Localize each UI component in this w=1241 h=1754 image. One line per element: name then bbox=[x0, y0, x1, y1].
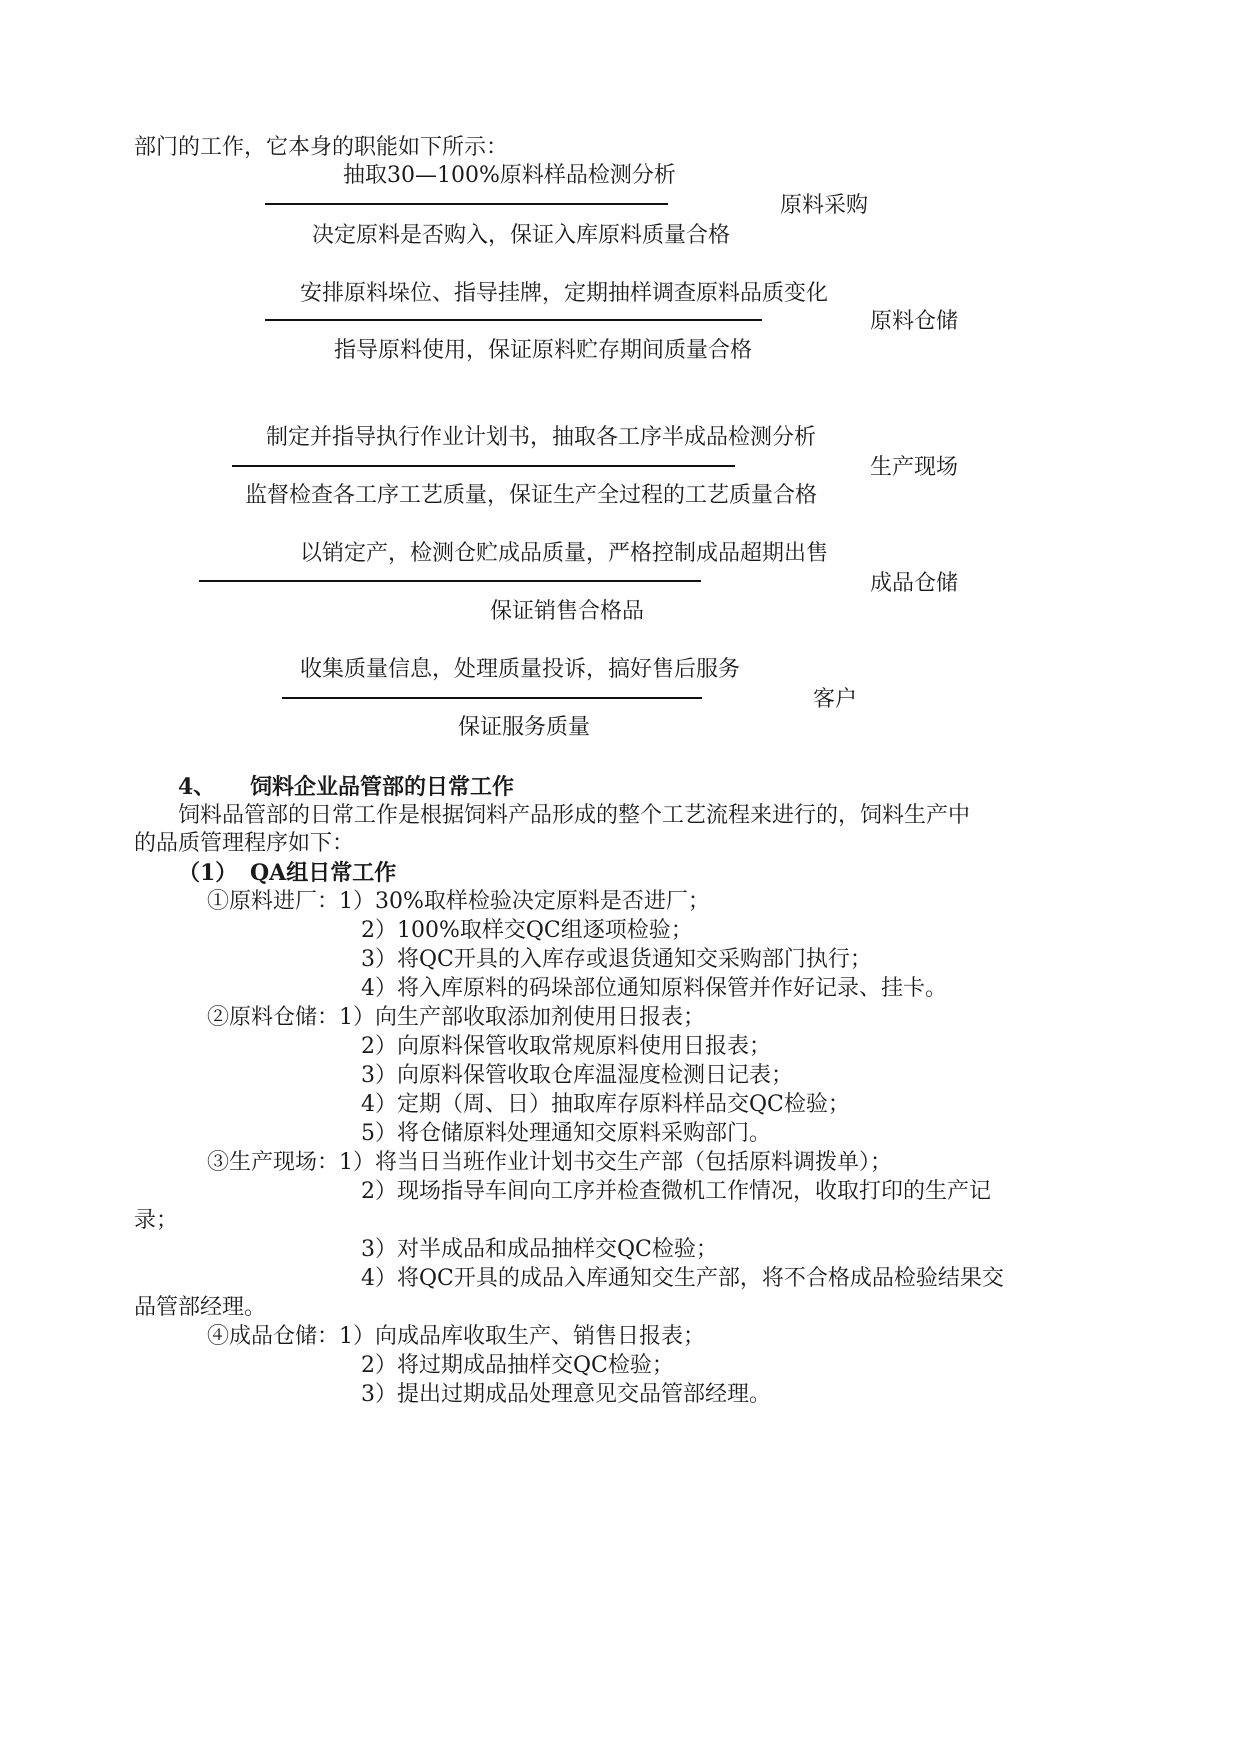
subsection-number: （1） bbox=[178, 860, 238, 886]
diagram-top-text: 制定并指导执行作业计划书，抽取各工序半成品检测分析 bbox=[266, 425, 817, 450]
diagram-top-text: 抽取30—100%原料样品检测分析 bbox=[343, 163, 676, 188]
diagram-bottom-text: 保证销售合格品 bbox=[490, 599, 645, 624]
list-line: 2）向原料保管收取常规原料使用日报表； bbox=[361, 1034, 771, 1059]
diagram-label: 生产现场 bbox=[870, 455, 959, 480]
list-line: 2）100%取样交QC组逐项检验； bbox=[361, 918, 693, 943]
section-title: 饲料企业品管部的日常工作 bbox=[250, 774, 515, 800]
list-line: ②原料仓储：1）向生产部收取添加剂使用日报表； bbox=[207, 1005, 705, 1030]
diagram-top-text: 以销定产，检测仓贮成品质量，严格控制成品超期出售 bbox=[300, 541, 829, 566]
diagram-rule bbox=[199, 580, 701, 582]
diagram-bottom-text: 决定原料是否购入，保证入库原料质量合格 bbox=[312, 223, 731, 248]
diagram-rule bbox=[232, 465, 735, 467]
list-line: 3）将QC开具的入库存或退货通知交采购部门执行； bbox=[361, 947, 872, 972]
diagram-rule bbox=[282, 697, 702, 699]
diagram-label: 原料采购 bbox=[780, 193, 869, 218]
list-line: 3）对半成品和成品抽样交QC检验； bbox=[361, 1237, 718, 1262]
diagram-rule bbox=[265, 203, 668, 205]
subsection-title: QA组日常工作 bbox=[250, 860, 397, 886]
list-line: 录； bbox=[134, 1208, 179, 1233]
list-line: 2）现场指导车间向工序并检查微机工作情况，收取打印的生产记 bbox=[361, 1179, 991, 1204]
diagram-rule bbox=[265, 319, 762, 321]
list-line: 2）将过期成品抽样交QC检验； bbox=[361, 1353, 674, 1378]
diagram-top-text: 收集质量信息，处理质量投诉，搞好售后服务 bbox=[300, 657, 741, 682]
list-line: 4）定期（周、日）抽取库存原料样品交QC检验； bbox=[361, 1092, 850, 1117]
list-line: 3）向原料保管收取仓库温湿度检测日记表； bbox=[361, 1063, 793, 1088]
diagram-bottom-text: 保证服务质量 bbox=[458, 715, 591, 740]
intro-text: 部门的工作，它本身的职能如下所示： bbox=[134, 135, 509, 160]
diagram-bottom-text: 指导原料使用，保证原料贮存期间质量合格 bbox=[334, 338, 753, 363]
diagram-label: 成品仓储 bbox=[870, 571, 959, 596]
list-line: ④成品仓储：1）向成品库收取生产、销售日报表； bbox=[207, 1324, 705, 1349]
list-line: ③生产现场：1）将当日当班作业计划书交生产部（包括原料调拨单）； bbox=[207, 1150, 892, 1175]
diagram-top-text: 安排原料垛位、指导挂牌，定期抽样调查原料品质变化 bbox=[300, 281, 829, 306]
list-line: 4）将QC开具的成品入库通知交生产部，将不合格成品检验结果交 bbox=[361, 1266, 1004, 1291]
list-line: 5）将仓储原料处理通知交原料采购部门。 bbox=[361, 1121, 771, 1146]
diagram-bottom-text: 监督检查各工序工艺质量，保证生产全过程的工艺质量合格 bbox=[245, 483, 818, 508]
list-line: 品管部经理。 bbox=[134, 1295, 267, 1320]
section-number: 4、 bbox=[178, 774, 216, 800]
list-line: 4）将入库原料的码垛部位通知原料保管并作好记录、挂卡。 bbox=[361, 976, 947, 1001]
list-line: ①原料进厂：1）30%取样检验决定原料是否进厂； bbox=[207, 889, 710, 914]
paragraph-line: 饲料品管部的日常工作是根据饲料产品形成的整个工艺流程来进行的，饲料生产中 bbox=[178, 803, 971, 828]
diagram-label: 原料仓储 bbox=[870, 309, 959, 334]
list-line: 3）提出过期成品处理意见交品管部经理。 bbox=[361, 1382, 771, 1407]
diagram-label: 客户 bbox=[813, 687, 858, 712]
paragraph-line: 的品质管理程序如下： bbox=[134, 831, 355, 856]
